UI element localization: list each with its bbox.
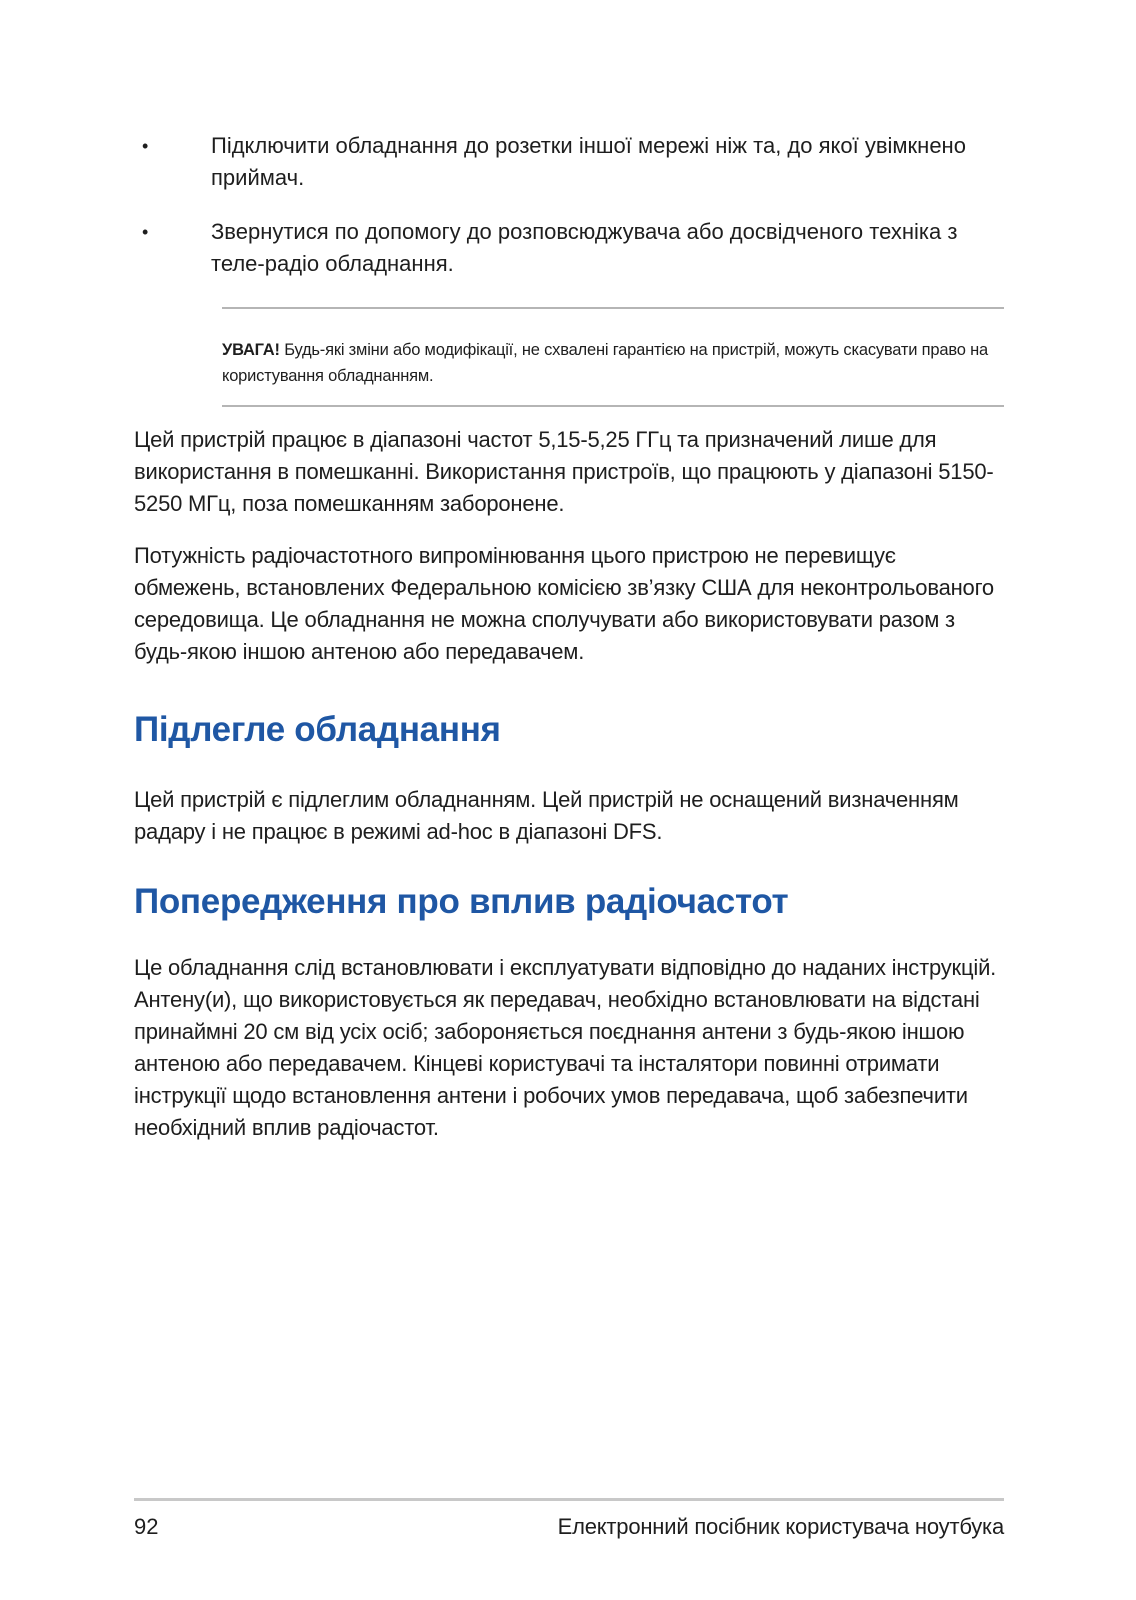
bullet-list (134, 130, 1004, 302)
warning-note-text (222, 337, 1004, 389)
rf-exposure-paragraph: Це обладнання слід встановлювати і експлуатувати відповідно до наданих інструкцій. Антену(и), що використовується як передавач, необхідно встановлювати на відстані принаймні 20 см від усіх осіб; забороняється поєднання антени з будь-якою іншою антеною або передавачем. Кінцеві користувачі та інсталятори повинні отримати інструкції щодо встановлення антени і робочих умов передавача, щоб забезпечити необхідний вплив радіочастот. (134, 955, 997, 1140)
footer-divider (134, 1498, 1004, 1501)
page-number: 92 (134, 1514, 159, 1539)
radiation-paragraph: Потужність радіочастотного випромінювання цього пристрою не перевищує обмежень, встановлених Федеральною комісією зв’язку США для неконтрольованого середовища. Це обладнання не можна сполучувати або використовувати разом з будь-якою іншою антеною або передавачем. (134, 543, 994, 664)
section-heading-slave-equipment: Підлегле обладнання (134, 710, 501, 749)
bullet-text: Звернутися по допомогу до розповсюджувача або досвідченого техніка з теле-радіо обладнання. (211, 219, 958, 276)
bullet-marker: • (142, 136, 149, 156)
warning-label: УВАГА! (222, 341, 280, 359)
section-heading-rf-exposure: Попередження про вплив радіочастот (134, 882, 789, 921)
slave-equipment-paragraph: Цей пристрій є підлеглим обладнанням. Цей пристрій не оснащений визначенням радару і не працює в режимі ad-hoc в діапазоні DFS. (134, 787, 959, 844)
bullet-item (134, 130, 1004, 194)
warning-note (222, 307, 1004, 407)
frequency-paragraph: Цей пристрій працює в діапазоні частот 5,15-5,25 ГГц та призначений лише для використання в помешканні. Використання пристроїв, що працюють у діапазоні 5150-5250 МГц, поза помешканням заборонене. (134, 427, 994, 516)
bullet-text: Підключити обладнання до розетки іншої мережі ніж та, до якої увімкнено приймач. (211, 133, 966, 190)
bullet-item (134, 216, 1004, 280)
warning-body: Будь-які зміни або модифікації, не схвалені гарантією на пристрій, можуть скасувати право на користування обладнанням. (222, 341, 988, 385)
footer-title: Електронний посібник користувача ноутбука (557, 1514, 1004, 1539)
bullet-marker: • (142, 222, 149, 242)
